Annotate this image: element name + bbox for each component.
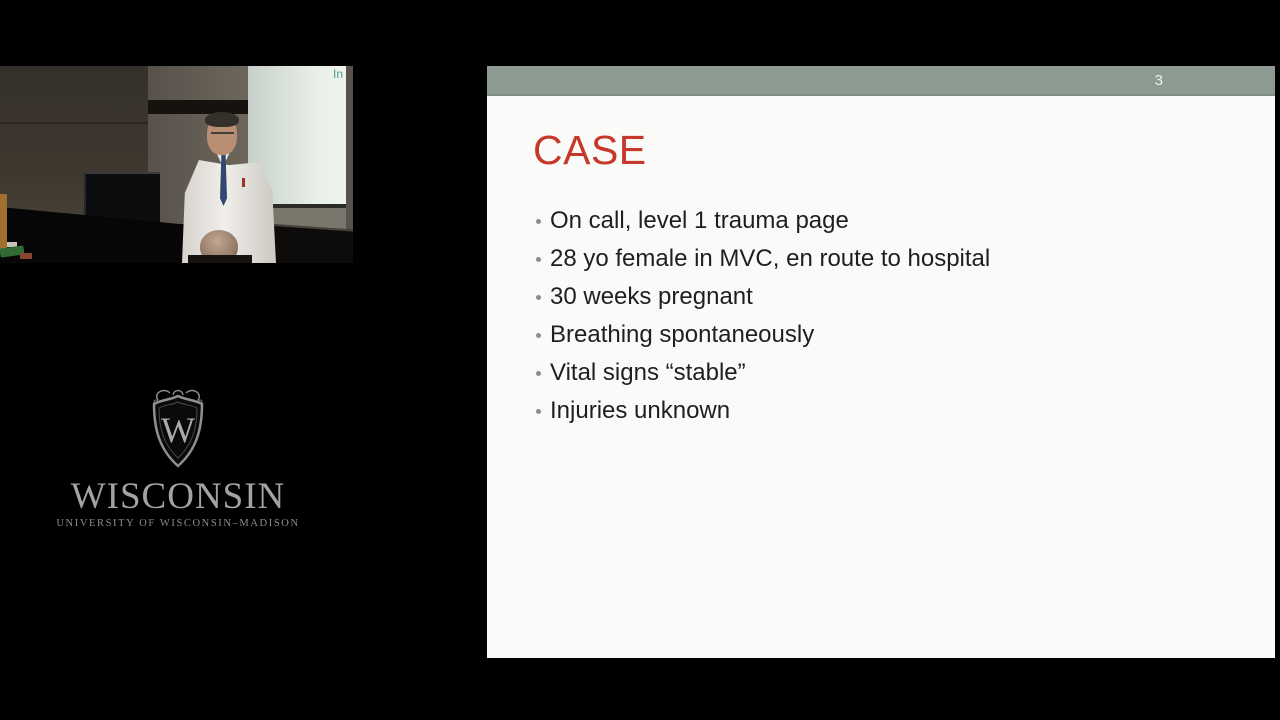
bullet-text: 30 weeks pregnant [550, 283, 753, 310]
bullet-item [536, 202, 990, 240]
bullet-text: Vital signs “stable” [550, 359, 746, 386]
bullet-item [536, 392, 990, 430]
presenter-glasses [211, 132, 234, 134]
bullet-marker-icon [536, 409, 541, 414]
uw-branding [0, 386, 356, 529]
bullet-text: On call, level 1 trauma page [550, 207, 849, 234]
bullet-marker-icon [536, 257, 541, 262]
slide-header-bar [487, 66, 1275, 96]
uw-crest-icon [146, 386, 210, 474]
slide [487, 66, 1275, 658]
bullet-item [536, 240, 990, 278]
projected-slide-text: In [332, 67, 343, 81]
bullet-list [536, 202, 990, 430]
uw-tagline: UNIVERSITY OF WISCONSIN–MADISON [56, 518, 300, 529]
bullet-marker-icon [536, 371, 541, 376]
uw-wordmark: WISCONSIN [70, 476, 286, 517]
presenter-badge [242, 178, 245, 187]
bullet-item [536, 278, 990, 316]
bullet-marker-icon [536, 333, 541, 338]
bullet-text: Injuries unknown [550, 397, 731, 424]
bullet-marker-icon [536, 295, 541, 300]
bullet-text: 28 yo female in MVC, en route to hospital [550, 245, 991, 272]
bullet-text: Breathing spontaneously [550, 321, 815, 348]
presenter-video[interactable] [0, 66, 353, 263]
presenter-hair [205, 112, 239, 127]
bullet-marker-icon [536, 219, 541, 224]
desk-item-red [20, 253, 32, 259]
bullet-item [536, 354, 990, 392]
slide-title: CASE [533, 127, 647, 173]
bullet-item [536, 316, 990, 354]
doorframe-strip [0, 194, 7, 252]
audience-shoulder [188, 255, 252, 263]
crest-letter: W [161, 410, 195, 450]
slide-page-number: 3 [1154, 72, 1163, 89]
